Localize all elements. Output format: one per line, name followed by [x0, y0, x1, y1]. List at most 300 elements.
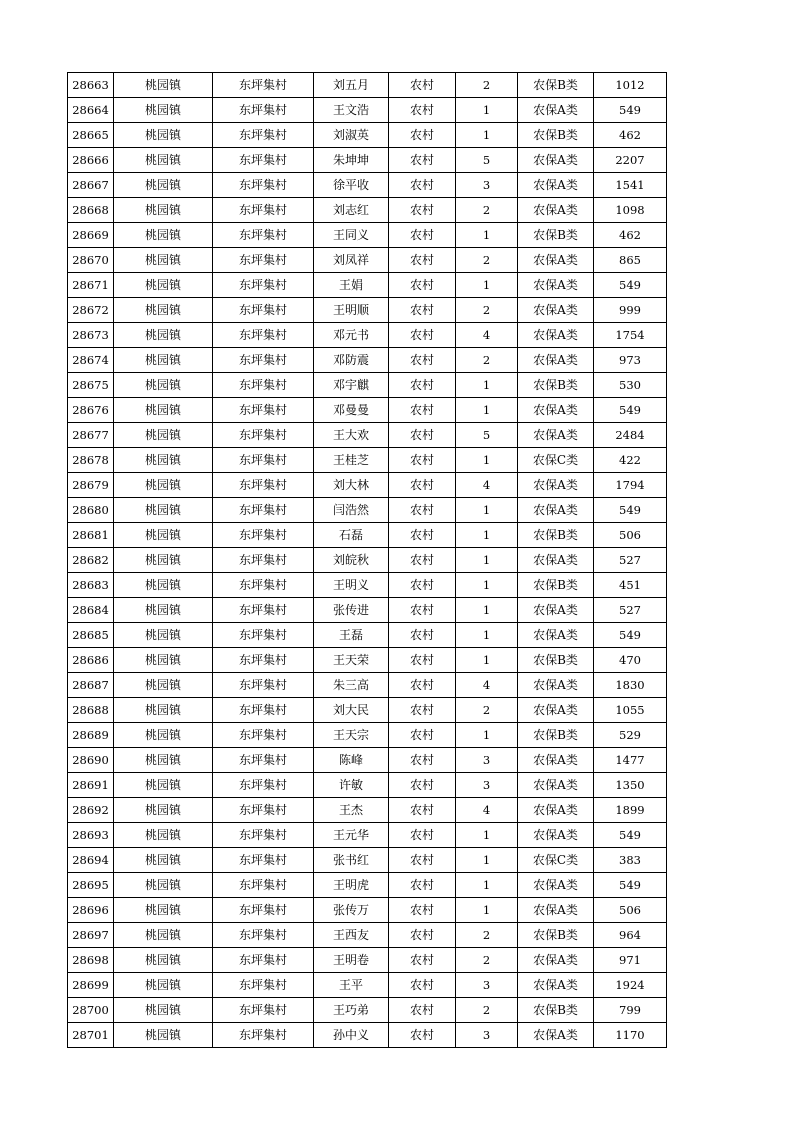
cell-category: 农保A类: [518, 873, 594, 898]
table-row: [68, 648, 667, 673]
table-row: [68, 923, 667, 948]
cell-category: 农保A类: [518, 273, 594, 298]
cell-id: 28690: [68, 748, 114, 773]
cell-amount: 549: [594, 398, 667, 423]
cell-town: 桃园镇: [114, 348, 213, 373]
cell-amount: 462: [594, 123, 667, 148]
table-row: [68, 548, 667, 573]
cell-town: 桃园镇: [114, 798, 213, 823]
cell-town: 桃园镇: [114, 323, 213, 348]
cell-town: 桃园镇: [114, 873, 213, 898]
cell-count: 1: [456, 373, 518, 398]
cell-count: 2: [456, 73, 518, 98]
cell-amount: 451: [594, 573, 667, 598]
cell-id: 28691: [68, 773, 114, 798]
cell-name: 王元华: [314, 823, 389, 848]
cell-name: 陈峰: [314, 748, 389, 773]
cell-amount: 549: [594, 273, 667, 298]
cell-id: 28695: [68, 873, 114, 898]
table-row: [68, 273, 667, 298]
cell-name: 王明卷: [314, 948, 389, 973]
cell-id: 28669: [68, 223, 114, 248]
cell-count: 2: [456, 248, 518, 273]
table-row: [68, 573, 667, 598]
cell-village: 东坪集村: [213, 723, 314, 748]
cell-amount: 1170: [594, 1023, 667, 1048]
cell-id: 28678: [68, 448, 114, 473]
cell-type: 农村: [389, 98, 456, 123]
table-row: [68, 873, 667, 898]
cell-id: 28677: [68, 423, 114, 448]
cell-village: 东坪集村: [213, 598, 314, 623]
cell-amount: 1477: [594, 748, 667, 773]
cell-amount: 549: [594, 98, 667, 123]
cell-amount: 1830: [594, 673, 667, 698]
cell-town: 桃园镇: [114, 473, 213, 498]
cell-type: 农村: [389, 123, 456, 148]
cell-village: 东坪集村: [213, 123, 314, 148]
cell-village: 东坪集村: [213, 248, 314, 273]
cell-type: 农村: [389, 148, 456, 173]
cell-type: 农村: [389, 598, 456, 623]
cell-type: 农村: [389, 248, 456, 273]
cell-town: 桃园镇: [114, 548, 213, 573]
cell-town: 桃园镇: [114, 773, 213, 798]
table-row: [68, 748, 667, 773]
cell-count: 1: [456, 448, 518, 473]
cell-id: 28693: [68, 823, 114, 848]
cell-village: 东坪集村: [213, 373, 314, 398]
cell-type: 农村: [389, 1023, 456, 1048]
cell-name: 王娟: [314, 273, 389, 298]
cell-name: 刘大民: [314, 698, 389, 723]
cell-id: 28686: [68, 648, 114, 673]
cell-town: 桃园镇: [114, 573, 213, 598]
cell-amount: 2207: [594, 148, 667, 173]
cell-town: 桃园镇: [114, 373, 213, 398]
cell-town: 桃园镇: [114, 948, 213, 973]
cell-category: 农保A类: [518, 948, 594, 973]
cell-id: 28687: [68, 673, 114, 698]
cell-id: 28664: [68, 98, 114, 123]
cell-name: 刘志红: [314, 198, 389, 223]
cell-town: 桃园镇: [114, 423, 213, 448]
table-row: [68, 298, 667, 323]
table-row: [68, 223, 667, 248]
cell-amount: 549: [594, 623, 667, 648]
cell-town: 桃园镇: [114, 698, 213, 723]
table-row: [68, 598, 667, 623]
cell-count: 1: [456, 623, 518, 648]
cell-town: 桃园镇: [114, 498, 213, 523]
cell-id: 28665: [68, 123, 114, 148]
cell-amount: 1899: [594, 798, 667, 823]
cell-id: 28675: [68, 373, 114, 398]
cell-name: 许敏: [314, 773, 389, 798]
cell-name: 王明虎: [314, 873, 389, 898]
cell-category: 农保A类: [518, 698, 594, 723]
cell-category: 农保B类: [518, 223, 594, 248]
cell-id: 28682: [68, 548, 114, 573]
cell-count: 2: [456, 348, 518, 373]
cell-village: 东坪集村: [213, 623, 314, 648]
cell-id: 28701: [68, 1023, 114, 1048]
cell-amount: 1541: [594, 173, 667, 198]
cell-village: 东坪集村: [213, 323, 314, 348]
cell-count: 1: [456, 898, 518, 923]
cell-category: 农保A类: [518, 748, 594, 773]
table-row: [68, 798, 667, 823]
cell-category: 农保A类: [518, 1023, 594, 1048]
cell-amount: 971: [594, 948, 667, 973]
cell-category: 农保C类: [518, 848, 594, 873]
cell-amount: 530: [594, 373, 667, 398]
cell-category: 农保C类: [518, 448, 594, 473]
cell-amount: 1350: [594, 773, 667, 798]
table-row: [68, 248, 667, 273]
cell-name: 王杰: [314, 798, 389, 823]
cell-id: 28681: [68, 523, 114, 548]
cell-name: 张书红: [314, 848, 389, 873]
cell-count: 1: [456, 523, 518, 548]
table-row: [68, 148, 667, 173]
cell-town: 桃园镇: [114, 1023, 213, 1048]
cell-category: 农保A类: [518, 148, 594, 173]
table-row: [68, 823, 667, 848]
cell-village: 东坪集村: [213, 648, 314, 673]
cell-name: 闫浩然: [314, 498, 389, 523]
cell-town: 桃园镇: [114, 848, 213, 873]
cell-type: 农村: [389, 748, 456, 773]
cell-category: 农保A类: [518, 498, 594, 523]
cell-category: 农保A类: [518, 798, 594, 823]
cell-type: 农村: [389, 998, 456, 1023]
cell-category: 农保B类: [518, 123, 594, 148]
cell-count: 1: [456, 598, 518, 623]
cell-category: 农保B类: [518, 523, 594, 548]
cell-village: 东坪集村: [213, 73, 314, 98]
cell-name: 王同义: [314, 223, 389, 248]
cell-count: 1: [456, 223, 518, 248]
cell-count: 3: [456, 773, 518, 798]
cell-category: 农保A类: [518, 173, 594, 198]
cell-name: 朱三高: [314, 673, 389, 698]
cell-type: 农村: [389, 923, 456, 948]
table-row: [68, 123, 667, 148]
cell-village: 东坪集村: [213, 273, 314, 298]
table-row: [68, 73, 667, 98]
cell-town: 桃园镇: [114, 248, 213, 273]
cell-id: 28697: [68, 923, 114, 948]
cell-count: 2: [456, 698, 518, 723]
cell-id: 28700: [68, 998, 114, 1023]
cell-name: 邓防震: [314, 348, 389, 373]
table-body: [68, 73, 667, 1048]
cell-town: 桃园镇: [114, 598, 213, 623]
cell-category: 农保A类: [518, 673, 594, 698]
cell-category: 农保B类: [518, 923, 594, 948]
cell-village: 东坪集村: [213, 948, 314, 973]
cell-amount: 470: [594, 648, 667, 673]
cell-category: 农保B类: [518, 373, 594, 398]
cell-count: 4: [456, 798, 518, 823]
table-row: [68, 373, 667, 398]
cell-id: 28673: [68, 323, 114, 348]
cell-count: 1: [456, 498, 518, 523]
table-row: [68, 773, 667, 798]
cell-name: 王磊: [314, 623, 389, 648]
cell-category: 农保B类: [518, 723, 594, 748]
cell-type: 农村: [389, 498, 456, 523]
cell-type: 农村: [389, 523, 456, 548]
table-row: [68, 498, 667, 523]
cell-id: 28684: [68, 598, 114, 623]
cell-name: 邓元书: [314, 323, 389, 348]
cell-village: 东坪集村: [213, 798, 314, 823]
cell-village: 东坪集村: [213, 698, 314, 723]
cell-village: 东坪集村: [213, 448, 314, 473]
cell-name: 王天宗: [314, 723, 389, 748]
table-row: [68, 723, 667, 748]
cell-type: 农村: [389, 873, 456, 898]
cell-town: 桃园镇: [114, 73, 213, 98]
cell-id: 28672: [68, 298, 114, 323]
cell-town: 桃园镇: [114, 398, 213, 423]
cell-count: 1: [456, 548, 518, 573]
cell-type: 农村: [389, 173, 456, 198]
cell-count: 4: [456, 473, 518, 498]
cell-id: 28674: [68, 348, 114, 373]
cell-type: 农村: [389, 973, 456, 998]
cell-village: 东坪集村: [213, 498, 314, 523]
cell-amount: 549: [594, 498, 667, 523]
cell-type: 农村: [389, 223, 456, 248]
cell-id: 28663: [68, 73, 114, 98]
cell-name: 孙中义: [314, 1023, 389, 1048]
cell-town: 桃园镇: [114, 123, 213, 148]
cell-village: 东坪集村: [213, 998, 314, 1023]
data-table: [67, 72, 667, 1048]
table-row: [68, 1023, 667, 1048]
cell-category: 农保A类: [518, 548, 594, 573]
cell-name: 王巧弟: [314, 998, 389, 1023]
cell-name: 邓宇麒: [314, 373, 389, 398]
cell-id: 28699: [68, 973, 114, 998]
cell-category: 农保B类: [518, 73, 594, 98]
cell-amount: 527: [594, 548, 667, 573]
cell-village: 东坪集村: [213, 773, 314, 798]
cell-village: 东坪集村: [213, 348, 314, 373]
cell-type: 农村: [389, 473, 456, 498]
cell-id: 28670: [68, 248, 114, 273]
table-row: [68, 948, 667, 973]
cell-category: 农保A类: [518, 198, 594, 223]
cell-id: 28676: [68, 398, 114, 423]
cell-count: 1: [456, 648, 518, 673]
cell-amount: 999: [594, 298, 667, 323]
cell-category: 农保A类: [518, 773, 594, 798]
cell-amount: 529: [594, 723, 667, 748]
cell-amount: 462: [594, 223, 667, 248]
cell-name: 刘大林: [314, 473, 389, 498]
cell-type: 农村: [389, 398, 456, 423]
cell-village: 东坪集村: [213, 148, 314, 173]
cell-name: 张传万: [314, 898, 389, 923]
cell-count: 4: [456, 323, 518, 348]
cell-name: 朱坤坤: [314, 148, 389, 173]
cell-town: 桃园镇: [114, 198, 213, 223]
cell-name: 王大欢: [314, 423, 389, 448]
table-row: [68, 898, 667, 923]
cell-village: 东坪集村: [213, 548, 314, 573]
cell-amount: 1754: [594, 323, 667, 348]
cell-type: 农村: [389, 648, 456, 673]
cell-category: 农保B类: [518, 998, 594, 1023]
cell-category: 农保A类: [518, 598, 594, 623]
cell-category: 农保A类: [518, 823, 594, 848]
cell-village: 东坪集村: [213, 523, 314, 548]
cell-town: 桃园镇: [114, 923, 213, 948]
cell-name: 刘凤祥: [314, 248, 389, 273]
cell-name: 邓曼曼: [314, 398, 389, 423]
cell-count: 1: [456, 98, 518, 123]
cell-amount: 1924: [594, 973, 667, 998]
table-row: [68, 523, 667, 548]
table-row: [68, 173, 667, 198]
cell-category: 农保A类: [518, 348, 594, 373]
cell-village: 东坪集村: [213, 1023, 314, 1048]
cell-type: 农村: [389, 323, 456, 348]
cell-count: 5: [456, 148, 518, 173]
cell-town: 桃园镇: [114, 148, 213, 173]
cell-id: 28679: [68, 473, 114, 498]
cell-type: 农村: [389, 623, 456, 648]
cell-town: 桃园镇: [114, 748, 213, 773]
cell-amount: 506: [594, 523, 667, 548]
cell-type: 农村: [389, 673, 456, 698]
cell-amount: 1012: [594, 73, 667, 98]
cell-count: 2: [456, 298, 518, 323]
cell-category: 农保A类: [518, 473, 594, 498]
cell-id: 28683: [68, 573, 114, 598]
cell-amount: 383: [594, 848, 667, 873]
cell-type: 农村: [389, 348, 456, 373]
cell-village: 东坪集村: [213, 673, 314, 698]
table-row: [68, 698, 667, 723]
cell-village: 东坪集村: [213, 473, 314, 498]
cell-id: 28666: [68, 148, 114, 173]
cell-town: 桃园镇: [114, 273, 213, 298]
cell-name: 徐平收: [314, 173, 389, 198]
cell-amount: 549: [594, 873, 667, 898]
cell-name: 王文浩: [314, 98, 389, 123]
cell-category: 农保A类: [518, 298, 594, 323]
cell-name: 王明顺: [314, 298, 389, 323]
cell-category: 农保A类: [518, 423, 594, 448]
cell-type: 农村: [389, 373, 456, 398]
cell-type: 农村: [389, 723, 456, 748]
cell-type: 农村: [389, 798, 456, 823]
table-row: [68, 198, 667, 223]
cell-village: 东坪集村: [213, 423, 314, 448]
cell-id: 28667: [68, 173, 114, 198]
cell-name: 张传进: [314, 598, 389, 623]
cell-count: 3: [456, 973, 518, 998]
cell-village: 东坪集村: [213, 173, 314, 198]
cell-amount: 527: [594, 598, 667, 623]
cell-type: 农村: [389, 198, 456, 223]
cell-type: 农村: [389, 698, 456, 723]
cell-type: 农村: [389, 773, 456, 798]
cell-id: 28696: [68, 898, 114, 923]
cell-count: 3: [456, 173, 518, 198]
table-row: [68, 398, 667, 423]
cell-village: 东坪集村: [213, 98, 314, 123]
cell-type: 农村: [389, 273, 456, 298]
cell-amount: 1794: [594, 473, 667, 498]
cell-name: 刘淑英: [314, 123, 389, 148]
cell-town: 桃园镇: [114, 973, 213, 998]
cell-type: 农村: [389, 848, 456, 873]
cell-name: 刘皖秋: [314, 548, 389, 573]
cell-village: 东坪集村: [213, 873, 314, 898]
cell-village: 东坪集村: [213, 573, 314, 598]
cell-amount: 2484: [594, 423, 667, 448]
cell-town: 桃园镇: [114, 523, 213, 548]
cell-category: 农保B类: [518, 648, 594, 673]
cell-type: 农村: [389, 448, 456, 473]
cell-category: 农保A类: [518, 973, 594, 998]
cell-town: 桃园镇: [114, 823, 213, 848]
cell-category: 农保A类: [518, 98, 594, 123]
cell-id: 28685: [68, 623, 114, 648]
cell-count: 3: [456, 748, 518, 773]
cell-id: 28692: [68, 798, 114, 823]
cell-count: 1: [456, 723, 518, 748]
cell-town: 桃园镇: [114, 448, 213, 473]
cell-id: 28694: [68, 848, 114, 873]
cell-village: 东坪集村: [213, 923, 314, 948]
cell-category: 农保A类: [518, 623, 594, 648]
cell-count: 2: [456, 198, 518, 223]
cell-village: 东坪集村: [213, 198, 314, 223]
cell-town: 桃园镇: [114, 98, 213, 123]
cell-id: 28698: [68, 948, 114, 973]
cell-name: 王天荣: [314, 648, 389, 673]
cell-name: 王西友: [314, 923, 389, 948]
cell-amount: 422: [594, 448, 667, 473]
cell-village: 东坪集村: [213, 398, 314, 423]
cell-count: 1: [456, 398, 518, 423]
cell-id: 28671: [68, 273, 114, 298]
cell-type: 农村: [389, 948, 456, 973]
cell-count: 5: [456, 423, 518, 448]
table-row: [68, 848, 667, 873]
cell-count: 4: [456, 673, 518, 698]
cell-village: 东坪集村: [213, 748, 314, 773]
cell-type: 农村: [389, 73, 456, 98]
cell-name: 王明义: [314, 573, 389, 598]
cell-category: 农保A类: [518, 248, 594, 273]
cell-name: 王平: [314, 973, 389, 998]
cell-type: 农村: [389, 548, 456, 573]
cell-count: 2: [456, 948, 518, 973]
cell-type: 农村: [389, 823, 456, 848]
cell-name: 石磊: [314, 523, 389, 548]
cell-name: 刘五月: [314, 73, 389, 98]
cell-village: 东坪集村: [213, 848, 314, 873]
cell-village: 东坪集村: [213, 823, 314, 848]
